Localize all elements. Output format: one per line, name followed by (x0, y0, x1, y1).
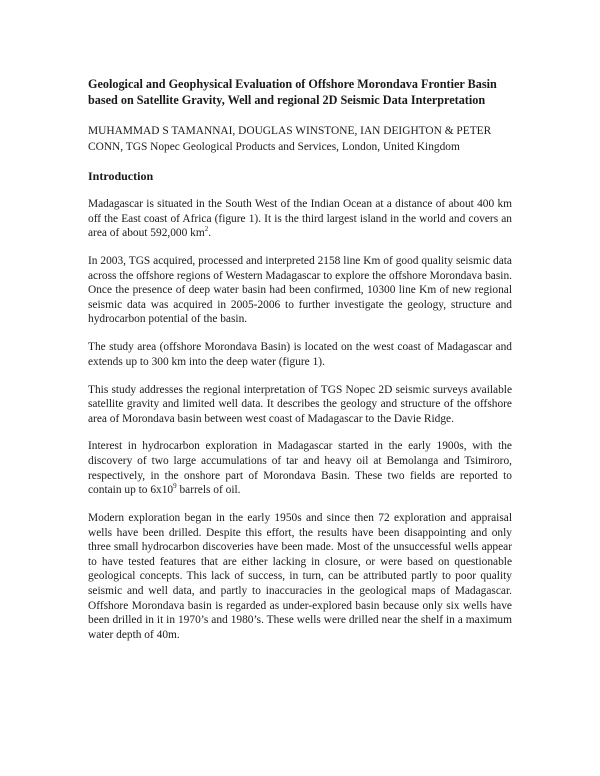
paragraph-5-end: barrels of oil. (176, 484, 241, 497)
paragraph-2: In 2003, TGS acquired, processed and interpreted 2158 line Km of good quality seismic data across the offshore regions of Western Madagascar to explore the offshore Morondava basin. Once the presence of deep water basin had been confirmed, 10300 line Km of new regional seismic data was acquired in 2005-2006 to further investigate the geology, structure and hydrocarbon potential of the basin. (88, 254, 512, 326)
paragraph-6: Modern exploration began in the early 1950s and since then 72 exploration and appraisal wells have been drilled. Despite this effort, the results have been disappointing and only three small hydrocarbon discoveries have been made. Most of the unsuccessful wells appear to have tested features that are either lacking in closure, or were based on questionable geological concepts. This lack of success, in turn, can be attributed partly to poor quality seismic and well data, and partly to inaccuracies in the geological maps of Madagascar. Offshore Morondava basin is regarded as under-explored basin because only six wells have been drilled in it in 1970’s and 1980’s. These wells were drilled near the shelf in a maximum water depth of 40m. (88, 512, 512, 641)
paragraph-1-end: . (208, 227, 212, 240)
paper-title: Geological and Geophysical Evaluation of Offshore Morondava Frontier Basin based on Satellite Gravity, Well and regional 2D Seismic Data Interpretation (88, 77, 497, 107)
page-content (88, 76, 512, 656)
superscript-exponent: 9 (173, 482, 177, 491)
paragraph-5 (88, 439, 512, 497)
superscript-exponent: 2 (204, 225, 209, 234)
section-heading: Introduction (88, 169, 154, 183)
paragraph-1 (88, 197, 512, 241)
paragraph-3: The study area (offshore Morondava Basin) is located on the west coast of Madagascar and extends up to 300 km into the deep water (figure 1). (88, 341, 512, 368)
paragraph-5-text: Interest in hydrocarbon exploration in Madagascar started in the early 1900s, with the discovery of two large accumulations of tar and heavy oil at Bemolanga and Tsimiroro, respectively, in the onshore part of Morondava Basin. These two fields are reported to contain up to 6x10 (88, 440, 512, 497)
author-list: MUHAMMAD S TAMANNAI, DOUGLAS WINSTONE, IAN DEIGHTON & PETER CONN, TGS Nopec Geological Products and Services, London, United Kingdom (88, 125, 492, 153)
paragraph-1-text: Madagascar is situated in the South West of the Indian Ocean at a distance of about 400 km off the East coast of Africa (figure 1). It is the third largest island in the world and covers an area of about 592,000 km (88, 198, 512, 240)
paragraph-4: This study addresses the regional interpretation of TGS Nopec 2D seismic surveys available satellite gravity and limited well data. It describes the geology and structure of the offshore area of Morondava basin between west coast of Madagascar to the Davie Ridge. (88, 383, 512, 425)
